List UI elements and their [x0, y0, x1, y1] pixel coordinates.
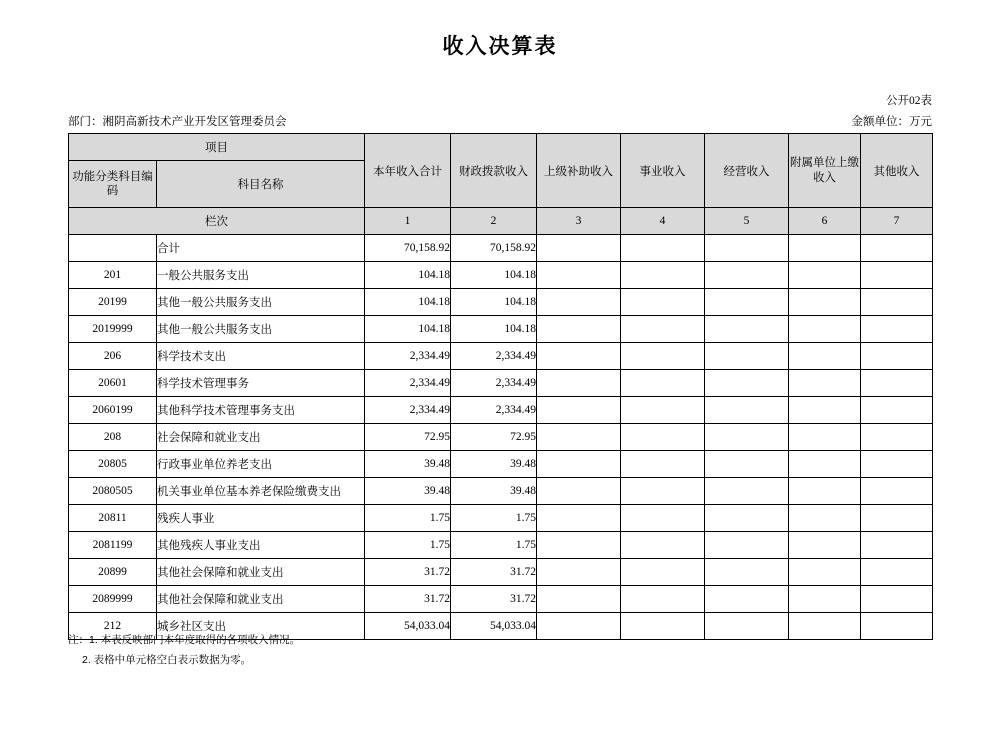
cell-code: 20199: [69, 289, 157, 316]
cell-total: 39.48: [365, 451, 451, 478]
cell-subordinate: [789, 613, 861, 640]
cell-total: 2,334.49: [365, 343, 451, 370]
table-row: [69, 586, 933, 613]
table-body: [69, 235, 933, 640]
cell-subject-name: 社会保障和就业支出: [157, 424, 365, 451]
cell-subject-name: 其他残疾人事业支出: [157, 532, 365, 559]
cell-superior: [537, 613, 621, 640]
cell-other: [861, 451, 933, 478]
header-col-career: 事业收入: [621, 134, 705, 208]
column-index-3: 3: [537, 208, 621, 235]
cell-business: [705, 559, 789, 586]
table-row: [69, 397, 933, 424]
cell-career: [621, 370, 705, 397]
cell-business: [705, 613, 789, 640]
cell-subject-name: 行政事业单位养老支出: [157, 451, 365, 478]
cell-career: [621, 559, 705, 586]
table-row: [69, 343, 933, 370]
cell-code: 206: [69, 343, 157, 370]
cell-superior: [537, 505, 621, 532]
cell-career: [621, 586, 705, 613]
public-number-label: 公开02表: [886, 95, 932, 107]
cell-other: [861, 586, 933, 613]
cell-subordinate: [789, 397, 861, 424]
cell-other: [861, 478, 933, 505]
cell-total: 70,158.92: [365, 235, 451, 262]
cell-subject-name: 科学技术管理事务: [157, 370, 365, 397]
cell-superior: [537, 586, 621, 613]
cell-other: [861, 316, 933, 343]
header-col-business: 经营收入: [705, 134, 789, 208]
cell-total: 1.75: [365, 532, 451, 559]
cell-superior: [537, 478, 621, 505]
cell-superior: [537, 532, 621, 559]
cell-fiscal: 72.95: [451, 424, 537, 451]
table-column-index-row: [69, 208, 933, 235]
cell-fiscal: 31.72: [451, 586, 537, 613]
cell-other: [861, 532, 933, 559]
table-row: [69, 235, 933, 262]
document-page: [0, 30, 1000, 736]
cell-code: 201: [69, 262, 157, 289]
header-col-fiscal: 财政拨款收入: [451, 134, 537, 208]
cell-subordinate: [789, 235, 861, 262]
cell-fiscal: 1.75: [451, 505, 537, 532]
cell-superior: [537, 559, 621, 586]
cell-fiscal: 31.72: [451, 559, 537, 586]
cell-superior: [537, 370, 621, 397]
cell-fiscal: 39.48: [451, 478, 537, 505]
cell-career: [621, 397, 705, 424]
cell-career: [621, 451, 705, 478]
header-col-subject-name: 科目名称: [157, 161, 365, 208]
cell-subordinate: [789, 505, 861, 532]
header-col-other: 其他收入: [861, 134, 933, 208]
cell-fiscal: 39.48: [451, 451, 537, 478]
cell-total: 104.18: [365, 262, 451, 289]
cell-subordinate: [789, 478, 861, 505]
table-row: [69, 424, 933, 451]
cell-fiscal: 104.18: [451, 316, 537, 343]
cell-fiscal: 54,033.04: [451, 613, 537, 640]
note-line-1: 注：1. 本表反映部门本年度取得的各项收入情况。: [68, 634, 301, 646]
cell-subordinate: [789, 343, 861, 370]
cell-subordinate: [789, 370, 861, 397]
cell-code: 208: [69, 424, 157, 451]
cell-subordinate: [789, 451, 861, 478]
cell-code: 2019999: [69, 316, 157, 343]
table-row: [69, 505, 933, 532]
cell-superior: [537, 343, 621, 370]
cell-superior: [537, 424, 621, 451]
cell-code: 2089999: [69, 586, 157, 613]
cell-fiscal: 2,334.49: [451, 370, 537, 397]
cell-code: 20805: [69, 451, 157, 478]
cell-fiscal: 1.75: [451, 532, 537, 559]
cell-code: 2081199: [69, 532, 157, 559]
page-title: 收入决算表: [442, 34, 558, 58]
cell-subordinate: [789, 559, 861, 586]
cell-business: [705, 370, 789, 397]
table-row: [69, 532, 933, 559]
cell-superior: [537, 289, 621, 316]
cell-other: [861, 370, 933, 397]
column-index-7: 7: [861, 208, 933, 235]
cell-career: [621, 424, 705, 451]
table-header-group-row: [69, 134, 933, 161]
cell-other: [861, 424, 933, 451]
column-index-4: 4: [621, 208, 705, 235]
cell-subordinate: [789, 586, 861, 613]
cell-other: [861, 235, 933, 262]
cell-code: 20601: [69, 370, 157, 397]
cell-code: 2080505: [69, 478, 157, 505]
column-index-5: 5: [705, 208, 789, 235]
cell-code: 20899: [69, 559, 157, 586]
cell-business: [705, 235, 789, 262]
cell-career: [621, 613, 705, 640]
meta-row: [68, 113, 932, 129]
table-row: [69, 451, 933, 478]
cell-fiscal: 2,334.49: [451, 397, 537, 424]
department-label: 部门：湘阴高新技术产业开发区管理委员会: [68, 116, 287, 128]
table-row: [69, 559, 933, 586]
column-index-6: 6: [789, 208, 861, 235]
cell-career: [621, 343, 705, 370]
header-col-code: 功能分类科目编码: [69, 161, 157, 208]
cell-career: [621, 289, 705, 316]
cell-fiscal: 104.18: [451, 289, 537, 316]
cell-career: [621, 235, 705, 262]
cell-subject-name: 合计: [157, 235, 365, 262]
cell-subject-name: 其他社会保障和就业支出: [157, 559, 365, 586]
cell-subordinate: [789, 289, 861, 316]
table-notes: [68, 631, 300, 671]
cell-subordinate: [789, 262, 861, 289]
cell-subject-name: 其他一般公共服务支出: [157, 316, 365, 343]
header-col-superior: 上级补助收入: [537, 134, 621, 208]
note-line-2: 2. 表格中单元格空白表示数据为零。: [82, 653, 252, 666]
cell-subordinate: [789, 532, 861, 559]
cell-total: 31.72: [365, 586, 451, 613]
cell-fiscal: 70,158.92: [451, 235, 537, 262]
header-col-total: 本年收入合计: [365, 134, 451, 208]
cell-subject-name: 残疾人事业: [157, 505, 365, 532]
cell-total: 1.75: [365, 505, 451, 532]
cell-total: 72.95: [365, 424, 451, 451]
cell-code: 2060199: [69, 397, 157, 424]
table-row: [69, 370, 933, 397]
cell-superior: [537, 397, 621, 424]
cell-subject-name: 其他科学技术管理事务支出: [157, 397, 365, 424]
cell-business: [705, 532, 789, 559]
cell-business: [705, 451, 789, 478]
cell-business: [705, 478, 789, 505]
income-table-wrapper: [68, 133, 932, 640]
cell-subordinate: [789, 316, 861, 343]
cell-fiscal: 104.18: [451, 262, 537, 289]
table-row: [69, 316, 933, 343]
table-row: [69, 262, 933, 289]
table-row: [69, 289, 933, 316]
cell-total: 39.48: [365, 478, 451, 505]
income-final-accounts-table: [68, 133, 933, 640]
cell-subject-name: 城乡社区支出: [157, 613, 365, 640]
cell-other: [861, 289, 933, 316]
cell-subject-name: 一般公共服务支出: [157, 262, 365, 289]
cell-business: [705, 397, 789, 424]
column-index-label: 栏次: [69, 208, 365, 235]
cell-career: [621, 316, 705, 343]
cell-business: [705, 586, 789, 613]
cell-business: [705, 262, 789, 289]
cell-total: 104.18: [365, 316, 451, 343]
header-item-group: 项目: [69, 134, 365, 161]
amount-unit-label: 金额单位：万元: [851, 116, 932, 128]
cell-other: [861, 343, 933, 370]
table-row: [69, 478, 933, 505]
cell-subject-name: 其他一般公共服务支出: [157, 289, 365, 316]
cell-business: [705, 424, 789, 451]
cell-business: [705, 316, 789, 343]
cell-superior: [537, 451, 621, 478]
cell-other: [861, 613, 933, 640]
column-index-2: 2: [451, 208, 537, 235]
cell-superior: [537, 316, 621, 343]
cell-business: [705, 343, 789, 370]
cell-superior: [537, 262, 621, 289]
cell-total: 2,334.49: [365, 370, 451, 397]
cell-total: 31.72: [365, 559, 451, 586]
cell-total: 54,033.04: [365, 613, 451, 640]
cell-other: [861, 397, 933, 424]
header-col-subordinate: 附属单位上缴收入: [789, 134, 861, 208]
cell-other: [861, 505, 933, 532]
cell-code: 212: [69, 613, 157, 640]
cell-career: [621, 532, 705, 559]
cell-code: [69, 235, 157, 262]
cell-business: [705, 505, 789, 532]
cell-code: 20811: [69, 505, 157, 532]
cell-career: [621, 262, 705, 289]
cell-fiscal: 2,334.49: [451, 343, 537, 370]
cell-business: [705, 289, 789, 316]
cell-subject-name: 其他社会保障和就业支出: [157, 586, 365, 613]
cell-subject-name: 机关事业单位基本养老保险缴费支出: [157, 478, 365, 505]
cell-other: [861, 559, 933, 586]
column-index-1: 1: [365, 208, 451, 235]
cell-total: 2,334.49: [365, 397, 451, 424]
cell-career: [621, 505, 705, 532]
cell-superior: [537, 235, 621, 262]
cell-subordinate: [789, 424, 861, 451]
cell-total: 104.18: [365, 289, 451, 316]
cell-career: [621, 478, 705, 505]
cell-subject-name: 科学技术支出: [157, 343, 365, 370]
cell-other: [861, 262, 933, 289]
